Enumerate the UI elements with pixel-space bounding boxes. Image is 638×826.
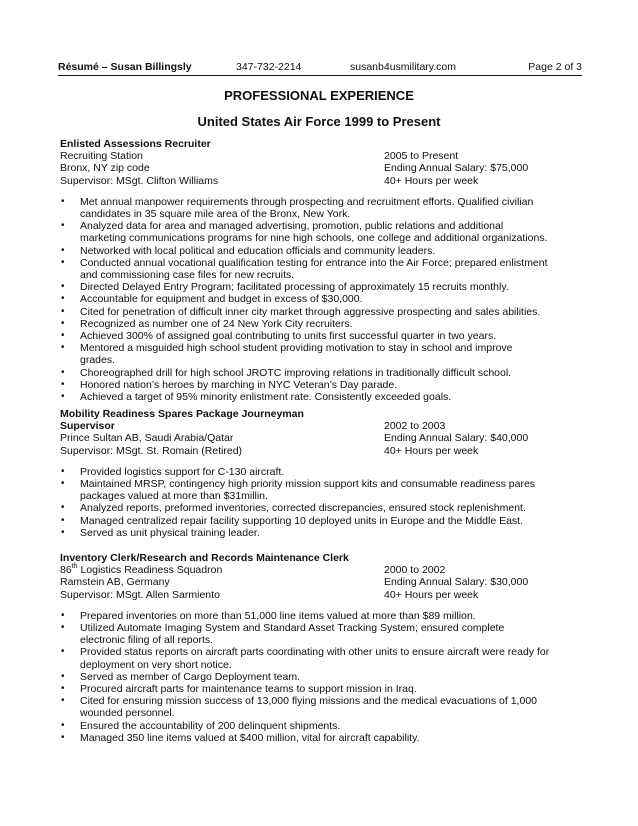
bullet-icon: • <box>61 526 65 538</box>
job-title: Enlisted Assessions Recruiter <box>60 138 211 150</box>
job-unit: 86th Logistics Readiness Squadron <box>60 562 223 577</box>
bullet-item: • Recognized as number one of 24 New York City recruiters. <box>61 317 353 330</box>
bullet-icon: • <box>61 256 65 268</box>
bullet-item: • Prepared inventories on more than 51,000 line items valued at more than $89 million. <box>61 609 476 622</box>
bullet-item: • Cited for penetration of difficult inner city market through aggressive prospecting and sales abilities. <box>61 305 541 318</box>
job-salary: Ending Annual Salary: $30,000 <box>384 576 529 589</box>
bullet-icon: • <box>61 195 65 207</box>
job-detail-row <box>60 162 582 174</box>
job-entry-2 <box>60 408 582 539</box>
job-hours: 40+ Hours per week <box>384 174 479 187</box>
page-header <box>58 60 582 76</box>
bullet-item: • Directed Delayed Entry Program; facilitated processing of approximately 15 recruits monthly. <box>61 281 509 294</box>
bullet-item: • Served as member of Cargo Deployment team. <box>61 670 301 683</box>
bullet-icon: • <box>61 621 65 633</box>
bullet-item: • Maintained MRSP, contingency high priority mission support kits and consumable readiness pares packages valued at more than $31millin. <box>61 477 536 503</box>
bullet-item: • Provided logistics support for C-130 aircraft. <box>61 465 285 478</box>
job-salary: Ending Annual Salary: $75,000 <box>384 162 529 175</box>
bullet-icon: • <box>61 317 65 329</box>
bullet-icon: • <box>61 609 65 621</box>
job-detail-row <box>60 576 582 588</box>
header-divider <box>58 75 582 76</box>
job-supervisor: Supervisor: MSgt. Allen Sarmiento <box>60 588 220 601</box>
job-detail-row <box>60 564 582 576</box>
bullet-icon: • <box>61 719 65 731</box>
bullet-item: • Served as unit physical training leader. <box>61 526 260 539</box>
bullet-item: • Managed 350 line items valued at $400 million, vital for aircraft capability. <box>61 731 420 744</box>
job-detail-row <box>60 432 582 444</box>
job-detail-row <box>60 420 582 432</box>
bullet-item: • Utilized Automate Imaging System and Standard Asset Tracking System; ensured complete electronic filing of all reports. <box>61 621 505 647</box>
bullet-item: • Managed centralized repair facility supporting 10 deployed units in Europe and the Middle East. <box>61 514 524 527</box>
bullet-item: • Procured aircraft parts for maintenance teams to support mission in Iraq. <box>61 682 417 695</box>
bullet-icon: • <box>61 695 65 707</box>
bullet-icon: • <box>61 682 65 694</box>
bullet-icon: • <box>61 244 65 256</box>
bullet-icon: • <box>61 646 65 658</box>
job-title: Inventory Clerk/Research and Records Maintenance Clerk <box>60 552 349 564</box>
bullet-icon: • <box>61 477 65 489</box>
job-bullet-list <box>60 196 582 403</box>
bullet-icon: • <box>61 342 65 354</box>
bullet-icon: • <box>61 220 65 232</box>
job-location: Ramstein AB, Germany <box>60 576 170 589</box>
section-title: PROFESSIONAL EXPERIENCE <box>224 88 414 103</box>
bullet-item: • Analyzed reports, preformed inventories, corrected discrepancies, ensured stock replenishment. <box>61 502 526 515</box>
job-bullet-list <box>60 466 582 539</box>
bullet-item: • Networked with local political and education officials and community leaders. <box>61 244 436 257</box>
bullet-item: • Choreographed drill for high school JROTC improving relations in traditionally difficult school. <box>61 366 512 379</box>
header-phone: 347-732-2214 <box>236 61 302 73</box>
bullet-item: • Met annual manpower requirements through prospecting and recruitment efforts. Qualified civilian candidates in 35 square mile area of the Bronx, New York. <box>61 195 534 220</box>
organization-title: United States Air Force 1999 to Present <box>197 114 441 129</box>
bullet-item: • Provided status reports on aircraft parts coordinating with other units to ensure aircraft were ready for deployment on very short notice. <box>61 646 550 671</box>
bullet-item: • Ensured the accountability of 200 delinquent shipments. <box>61 719 341 732</box>
bullet-icon: • <box>61 731 65 743</box>
bullet-icon: • <box>61 281 65 293</box>
job-detail-row <box>60 589 582 601</box>
bullet-icon: • <box>61 305 65 317</box>
bullet-item: • Achieved 300% of assigned goal contributing to units first successful quarter in two years. <box>61 330 497 342</box>
bullet-item: • Accountable for equipment and budget in excess of $30,000. <box>61 293 363 306</box>
header-email: susanb4usmilitary.com <box>350 61 457 73</box>
job-bullet-list <box>60 610 582 744</box>
job-hours: 40+ Hours per week <box>384 588 479 601</box>
job-detail-row <box>60 175 582 187</box>
bullet-item: • Mentored a misguided high school student providing motivation to stay in school and improve grades. <box>61 342 513 367</box>
job-salary: Ending Annual Salary: $40,000 <box>384 432 529 445</box>
job-location: Recruiting Station <box>60 150 143 163</box>
bullet-icon: • <box>61 330 65 341</box>
job-detail-row <box>60 445 582 457</box>
bullet-icon: • <box>61 465 65 477</box>
bullet-icon: • <box>61 514 65 526</box>
bullet-item: • Analyzed data for area and managed advertising, promotion, public relations and additional marketing communications programs for nine high schools, one college and additional organizations. <box>61 220 548 245</box>
job-detail-row <box>60 150 582 162</box>
bullet-item: • Achieved a target of 95% minority enlistment rate. Consistently exceeded goals. <box>61 391 452 404</box>
bullet-icon: • <box>61 502 65 514</box>
job-role: Supervisor <box>60 420 115 433</box>
bullet-item: • Conducted annual vocational qualification testing for entrance into the Air Force; prepared enlistment and commissioning case files for new recruits. <box>61 256 548 281</box>
job-dates: 2005 to Present <box>384 150 459 163</box>
header-name: Résumé – Susan Billingsly <box>58 61 192 73</box>
header-page-number: Page 2 of 3 <box>528 61 582 73</box>
bullet-icon: • <box>61 391 65 403</box>
bullet-icon: • <box>61 670 65 682</box>
job-supervisor: Supervisor: MSgt. Clifton Williams <box>60 174 219 187</box>
job-title: Mobility Readiness Spares Package Journeyman <box>60 408 304 420</box>
job-location: Prince Sultan AB, Saudi Arabia/Qatar <box>60 432 234 445</box>
bullet-item: • Honored nation’s heroes by marching in NYC Veteran’s Day parade. <box>61 378 398 391</box>
job-entry-1 <box>60 138 582 403</box>
bullet-item: • Cited for ensuring mission success of 13,000 flying missions and the medical evacuations of 1,000 wounded personnel. <box>61 695 537 720</box>
job-city: Bronx, NY zip code <box>60 162 150 175</box>
job-hours: 40+ Hours per week <box>384 444 479 457</box>
job-supervisor: Supervisor: MSgt. St. Romain (Retired) <box>60 444 243 457</box>
bullet-icon: • <box>61 378 65 390</box>
job-entry-3 <box>60 552 582 744</box>
bullet-icon: • <box>61 366 65 378</box>
job-dates: 2000 to 2002 <box>384 564 446 577</box>
job-dates: 2002 to 2003 <box>384 420 446 433</box>
bullet-icon: • <box>61 293 65 305</box>
